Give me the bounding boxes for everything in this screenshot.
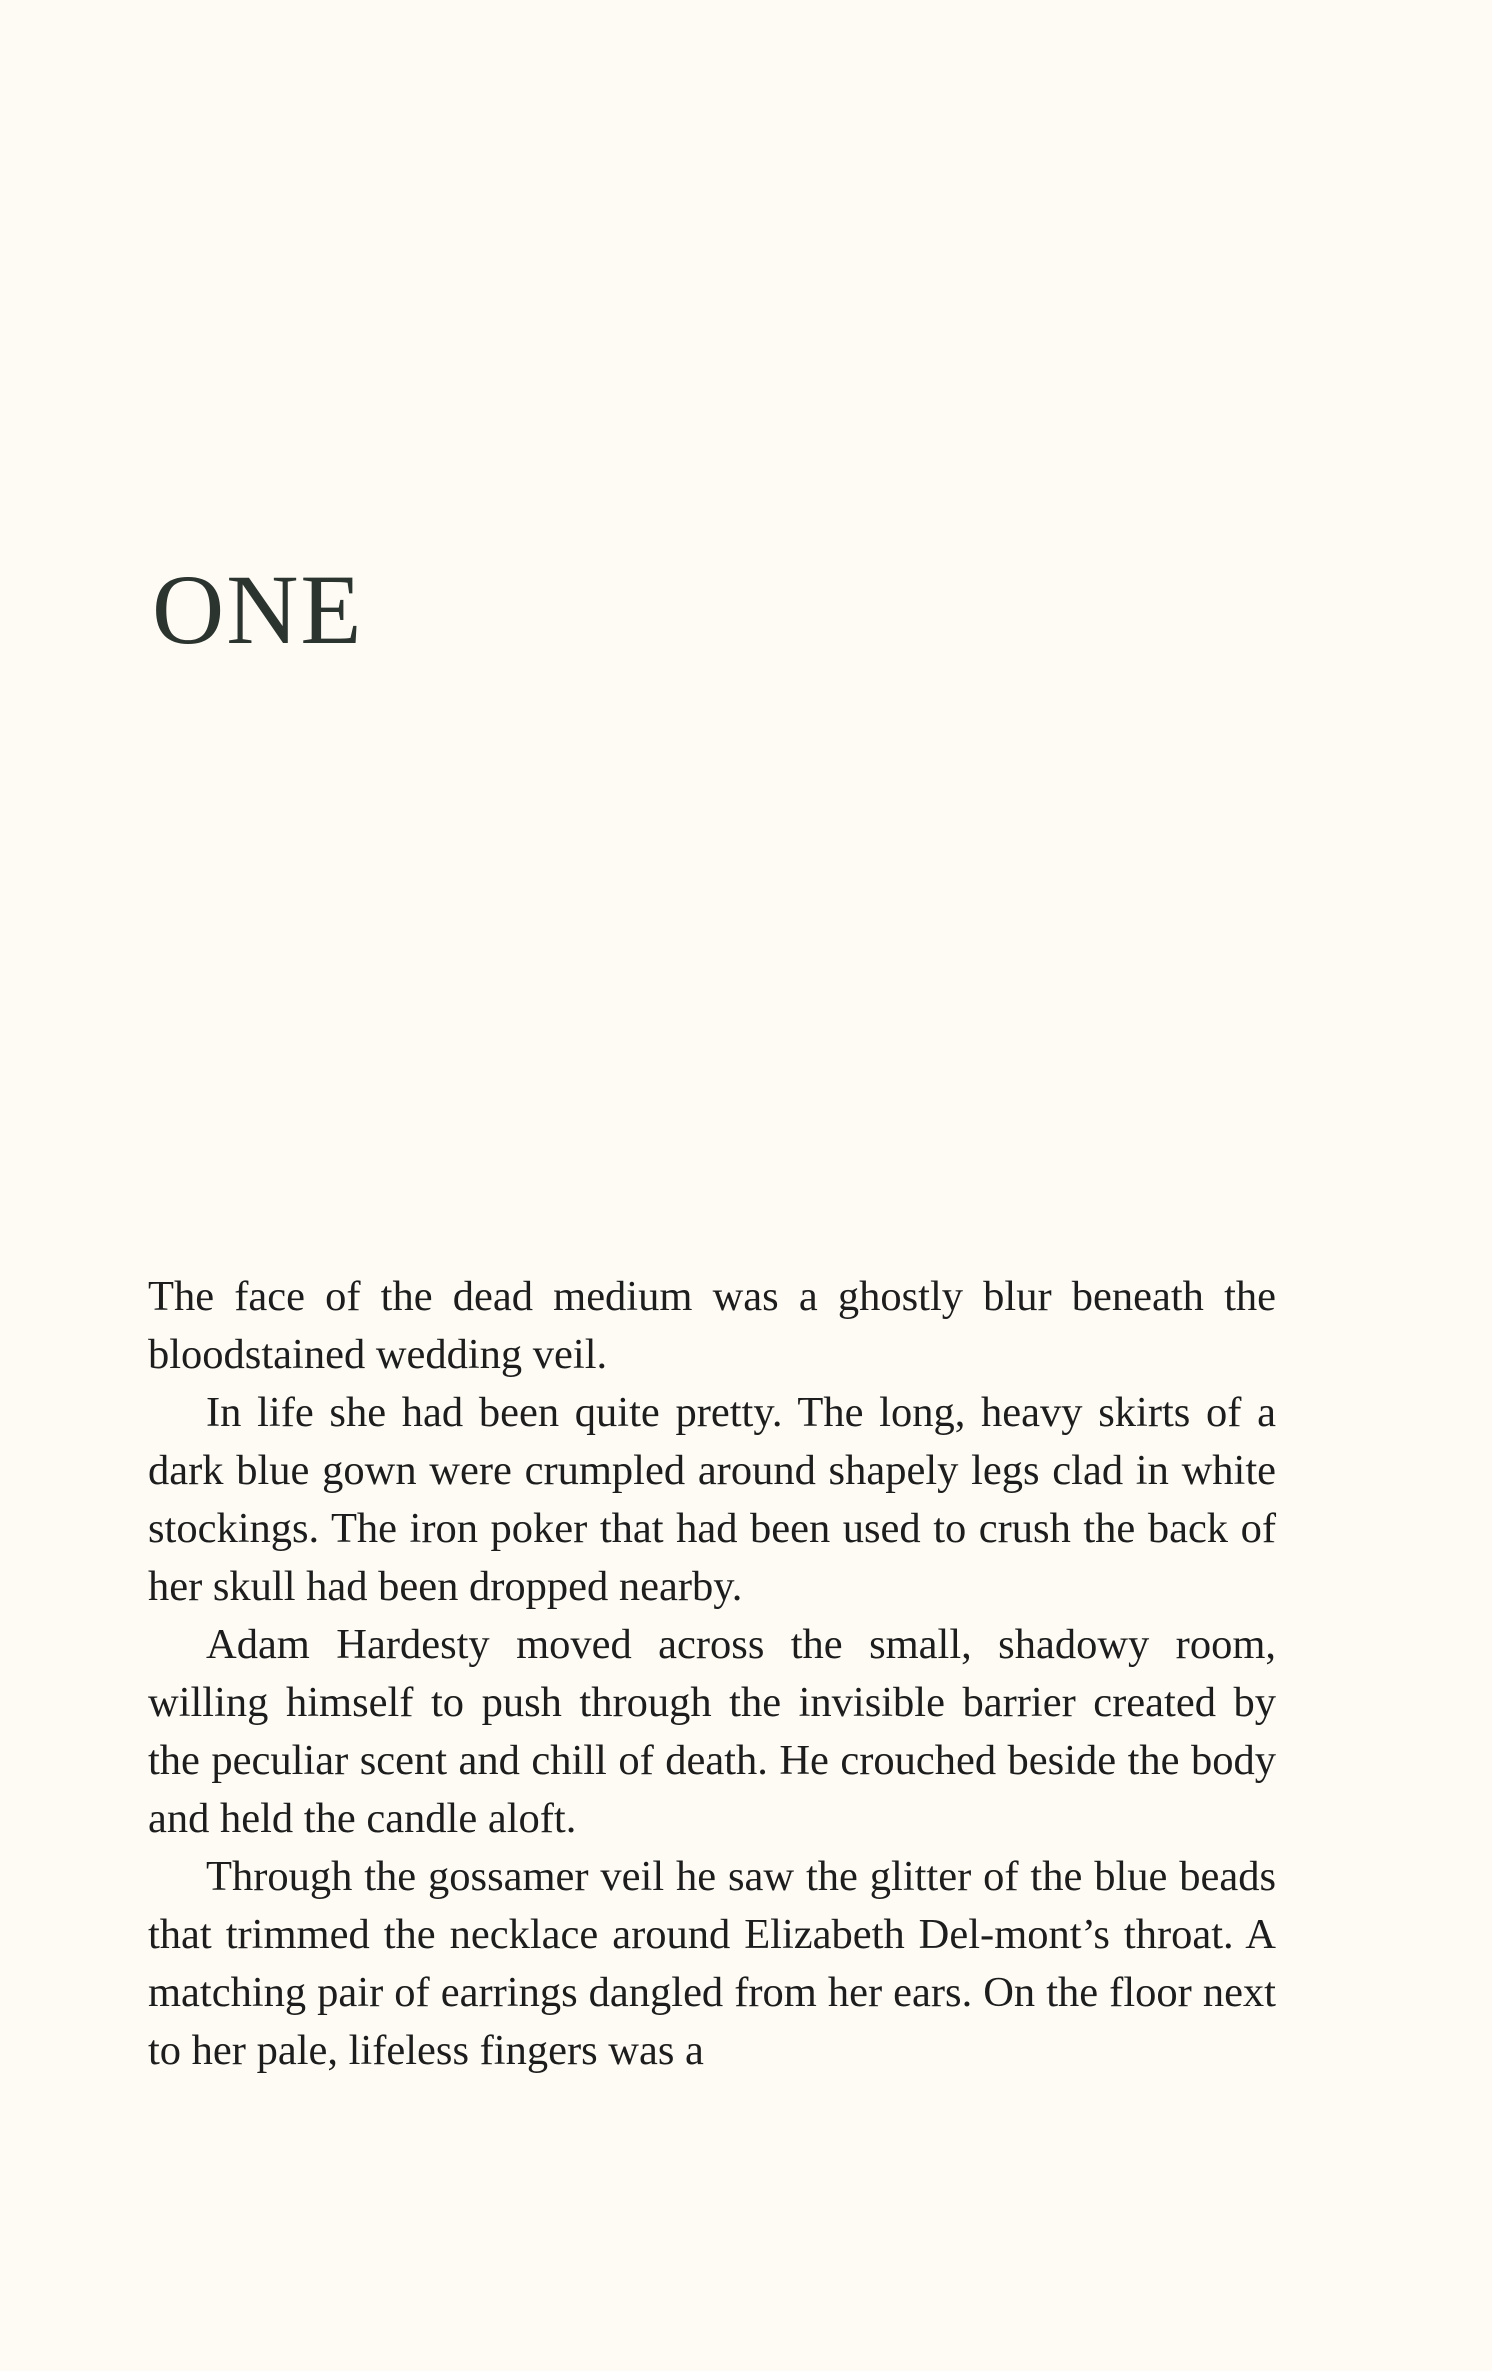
paragraph: In life she had been quite pretty. The long, heavy skirts of a dark blue gown were crumpled around shapely legs clad in white stockings. The iron poker that had been used to crush the back of her skull had been dropped nearby. <box>148 1389 1276 1610</box>
chapter-heading: ONE <box>152 554 364 665</box>
paragraph: Adam Hardesty moved across the small, shadowy room, willing himself to push through the invisible barrier created by the peculiar scent and chill of death. He crouched beside the body and held the candle aloft. <box>148 1621 1276 1842</box>
paragraph: The face of the dead medium was a ghostly blur beneath the bloodstained wedding veil. <box>148 1273 1276 1378</box>
chapter-body-text <box>148 1268 1276 2080</box>
paragraph: Through the gossamer veil he saw the glitter of the blue beads that trimmed the necklace around Elizabeth Del-mont’s throat. A matching pair of earrings dangled from her ears. On the floor next to her pale, lifeless fingers was a <box>148 1853 1276 2074</box>
